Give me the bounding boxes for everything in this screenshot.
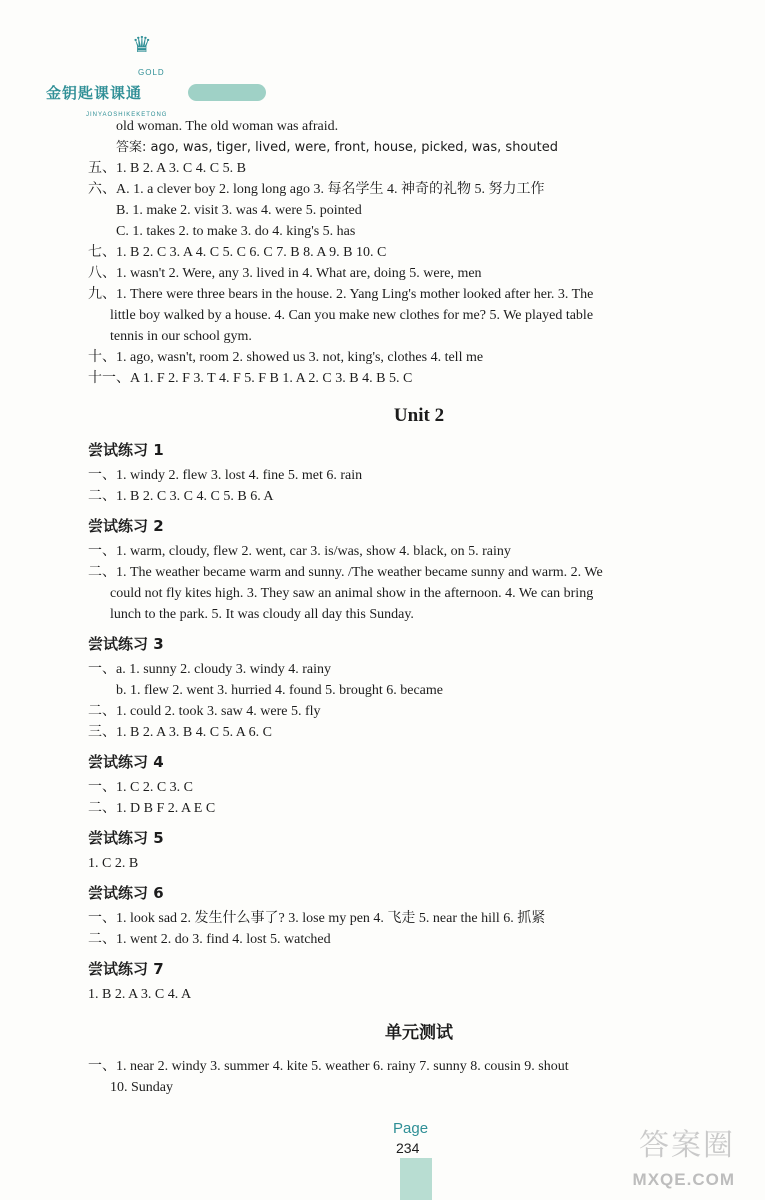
answer-line: 六、A. 1. a clever boy 2. long long ago 3. 每名学生 4. 神奇的礼物 5. 努力工作 — [88, 182, 545, 197]
answer-line: 三、1. B 2. A 3. B 4. C 5. A 6. C — [88, 725, 272, 740]
watermark-site: MXQE.COM — [632, 1170, 735, 1189]
answer-line: C. 1. takes 2. to make 3. do 4. king's 5. has — [116, 224, 356, 239]
answer-line: little boy walked by a house. 4. Can you make new clothes for me? 5. We played table — [110, 308, 594, 323]
crown-icon: ♛ — [132, 32, 152, 57]
answer-line: 十、1. ago, wasn't, room 2. showed us 3. not, king's, clothes 4. tell me — [88, 350, 484, 365]
answer-line: b. 1. flew 2. went 3. hurried 4. found 5. brought 6. became — [116, 683, 443, 698]
section-title: 尝试练习 4 — [88, 753, 164, 771]
answer-line: 一、a. 1. sunny 2. cloudy 3. windy 4. rainy — [88, 662, 332, 677]
section-title: 尝试练习 2 — [88, 517, 164, 535]
answer-line: 二、1. The weather became warm and sunny. /The weather became sunny and warm. 2. We — [88, 565, 603, 580]
answer-line: 一、1. windy 2. flew 3. lost 4. fine 5. met 6. rain — [88, 468, 363, 483]
answer-line: old woman. The old woman was afraid. — [116, 119, 339, 134]
brand-en: GOLD — [138, 68, 165, 77]
brand-tag — [188, 84, 266, 101]
page-label: Page — [393, 1120, 429, 1137]
answer-line: lunch to the park. 5. It was cloudy all day this Sunday. — [110, 607, 414, 622]
answer-line: 一、1. look sad 2. 发生什么事了? 3. lose my pen 4. 飞走 5. near the hill 6. 抓紧 — [88, 911, 546, 926]
answer-line: 一、1. near 2. windy 3. summer 4. kite 5. weather 6. rainy 7. sunny 8. cousin 9. shout — [88, 1059, 569, 1074]
answer-line: 十一、A 1. F 2. F 3. T 4. F 5. F B 1. A 2. C 3. B 4. B 5. C — [88, 371, 413, 386]
answer-line: 二、1. could 2. took 3. saw 4. were 5. fly — [88, 704, 321, 719]
answer-line: 1. C 2. B — [88, 856, 139, 871]
page-tab-decoration — [400, 1158, 432, 1200]
unit-test-title: 单元测试 — [385, 1023, 453, 1043]
answer-line: 答案: ago, was, tiger, lived, were, front, house, picked, was, shouted — [116, 140, 558, 155]
section-title: 尝试练习 5 — [88, 829, 164, 847]
answer-line: B. 1. make 2. visit 3. was 4. were 5. pointed — [116, 203, 362, 218]
answer-line: could not fly kites high. 3. They saw an animal show in the afternoon. 4. We can bring — [110, 586, 594, 601]
answer-line: tennis in our school gym. — [110, 329, 252, 344]
answer-line: 一、1. warm, cloudy, flew 2. went, car 3. is/was, show 4. black, on 5. rainy — [88, 544, 511, 559]
section-title: 尝试练习 7 — [88, 960, 164, 978]
answer-line: 七、1. B 2. C 3. A 4. C 5. C 6. C 7. B 8. A 9. B 10. C — [88, 245, 387, 260]
answer-line: 二、1. D B F 2. A E C — [88, 801, 216, 816]
page-number: 234 — [396, 1140, 420, 1156]
brand-pinyin: JINYAOSHIKEKETONG — [86, 112, 168, 118]
brand-logo — [40, 28, 280, 118]
answer-line: 八、1. wasn't 2. Were, any 3. lived in 4. What are, doing 5. were, men — [88, 266, 482, 281]
section-title: 尝试练习 1 — [88, 441, 164, 459]
answer-line: 二、1. went 2. do 3. find 4. lost 5. watched — [88, 932, 331, 947]
unit-title: Unit 2 — [393, 405, 445, 426]
watermark-logo: 答案圈 — [639, 1128, 735, 1163]
section-title: 尝试练习 3 — [88, 635, 164, 653]
answer-line: 九、1. There were three bears in the house. 2. Yang Ling's mother looked after her. 3. The — [88, 287, 594, 302]
answer-content — [88, 116, 750, 1098]
brand-cn: 金钥匙课课通 — [46, 84, 143, 102]
answer-line: 二、1. B 2. C 3. C 4. C 5. B 6. A — [88, 489, 274, 504]
answer-line: 一、1. C 2. C 3. C — [88, 780, 194, 795]
section-title: 尝试练习 6 — [88, 884, 164, 902]
answer-line: 1. B 2. A 3. C 4. A — [88, 987, 192, 1002]
answer-line: 10. Sunday — [110, 1080, 173, 1095]
answer-line: 五、1. B 2. A 3. C 4. C 5. B — [88, 161, 246, 176]
